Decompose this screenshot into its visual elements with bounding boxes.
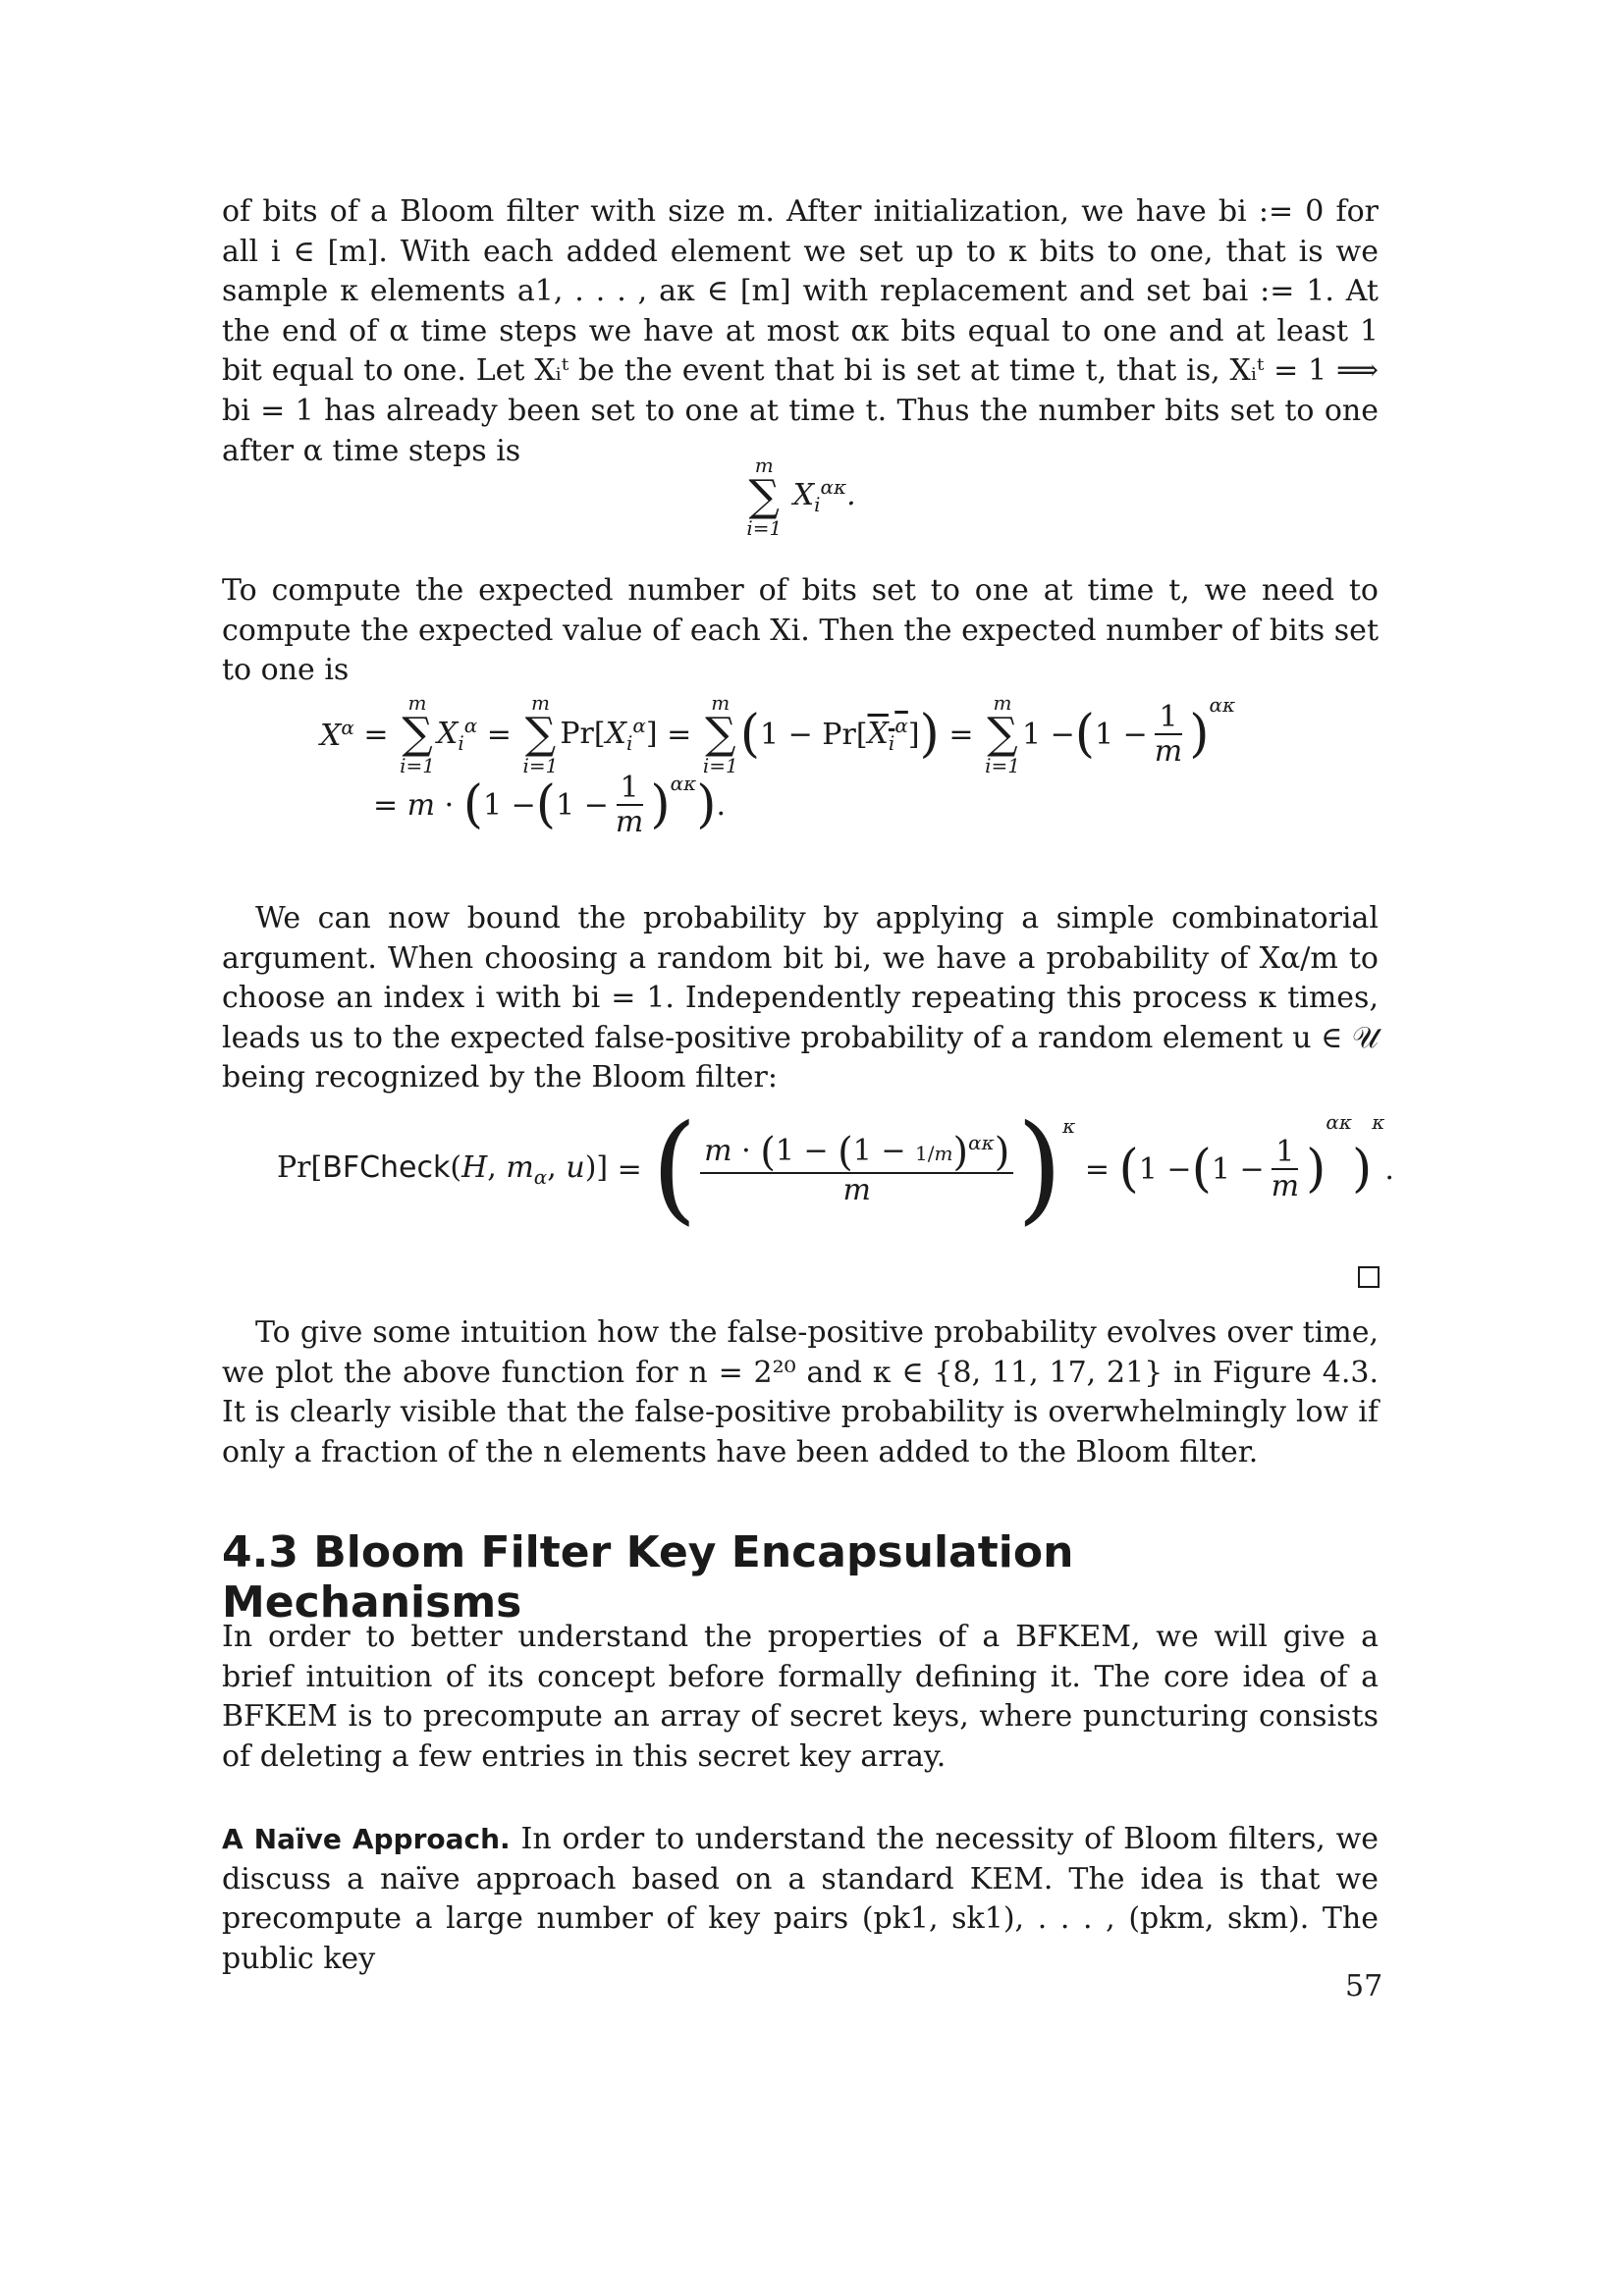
equation-1 xyxy=(222,455,1379,538)
paragraph-5-text: In order to better understand the properties of a BFKEM, we will give a brief intuition of its concept before formally defining it. The core idea of a BFKEM is to precompute an array of secret keys, where puncturing consists of deleting a few entries in this secret key array. xyxy=(222,1620,1379,1774)
equation-1-term: $X_i^{\alpha\kappa}$. xyxy=(792,475,856,516)
paragraph-2-text: To compute the expected number of bits set to one at time t, we need to compute the expected value of each Xi. Then the expected number of bits set to one is xyxy=(222,573,1379,688)
paragraph-6-text: In order to understand the necessity of Bloom filters, we discuss a naïve approach based on a standard KEM. The idea is that we precompute a large number of key pairs (pk1, sk1), . . . , (pkm, skm). The public key xyxy=(222,1822,1380,1976)
section-heading: 4.3 Bloom Filter Key Encapsulation Mechanisms xyxy=(222,1527,1074,1628)
page-number: 57 xyxy=(1345,1969,1383,2003)
paragraph-2 xyxy=(222,571,1379,691)
paragraph-5 xyxy=(222,1618,1379,1777)
paragraph-6 xyxy=(222,1820,1379,1979)
paragraph-4 xyxy=(222,1313,1379,1472)
qed-box xyxy=(1358,1266,1380,1288)
equation-3: Pr[BFCheck(H, $m_\alpha$, u)] = ( $\frac{m \cdot (1 - (1 - 1/m)^{\alpha\kappa})}{m}$ ) $^\kappa$ = ( 1 − ( 1 − $\frac{1}{m}$ ) ακ ) κ . xyxy=(277,1100,1394,1237)
runin-heading: A Naïve Approach. xyxy=(222,1823,511,1855)
paragraph-3-text: We can now bound the probability by applying a simple combinatorial argument. When choosing a random bit bi, we have a probability of Xα/m to choose an index i with bi = 1. Independently repeating this process κ times, leads us to the expected false-positive probability of a random element u ∈ 𝒰 being recognized by the Bloom filter: xyxy=(222,901,1379,1095)
paragraph-1-text: of bits of a Bloom filter with size m. After initialization, we have bi := 0 for all i ∈ [m]. With each added element we set up to κ bits to one, that is we sample κ elements a1, . . . , aκ ∈ [m] with replacement and set bai := 1. At the end of α time steps we have at most ακ bits equal to one and at least 1 bit equal to one. Let Xᵢᵗ be the event that bi is set at time t, that is, Xᵢᵗ = 1 ⟹ bi = 1 has already been set to one at time t. Thus the number bits set to one after α time steps is xyxy=(222,194,1379,468)
paragraph-4-text: To give some intuition how the false-positive probability evolves over time, we plot the above function for n = 2²⁰ and κ ∈ {8, 11, 17, 21} in Figure 4.3. It is clearly visible that the false-positive probability is overwhelmingly low if only a fraction of the n elements have been added to the Bloom filter. xyxy=(222,1315,1379,1469)
paragraph-1 xyxy=(222,192,1379,471)
equation-2: $X^\alpha$ = m ∑ i=1 $X_i^\alpha$ = m ∑ i=1 $Pr[X_i^\alpha]$ = m ∑ i=1 ( 1 − Pr[ $X_i^\alpha$ ] ) = m ∑ i=1 1 − ( 1 − $\frac{1}{m}$ ) $^{\alpha\kappa}$ = m · ( 1 − ( 1 − $\frac{1}{m}$ ) $^{\alpha\kappa}$ ) . xyxy=(320,691,1236,839)
paragraph-3 xyxy=(222,899,1379,1098)
sum-symbol: m ∑ i=1 xyxy=(746,454,783,540)
